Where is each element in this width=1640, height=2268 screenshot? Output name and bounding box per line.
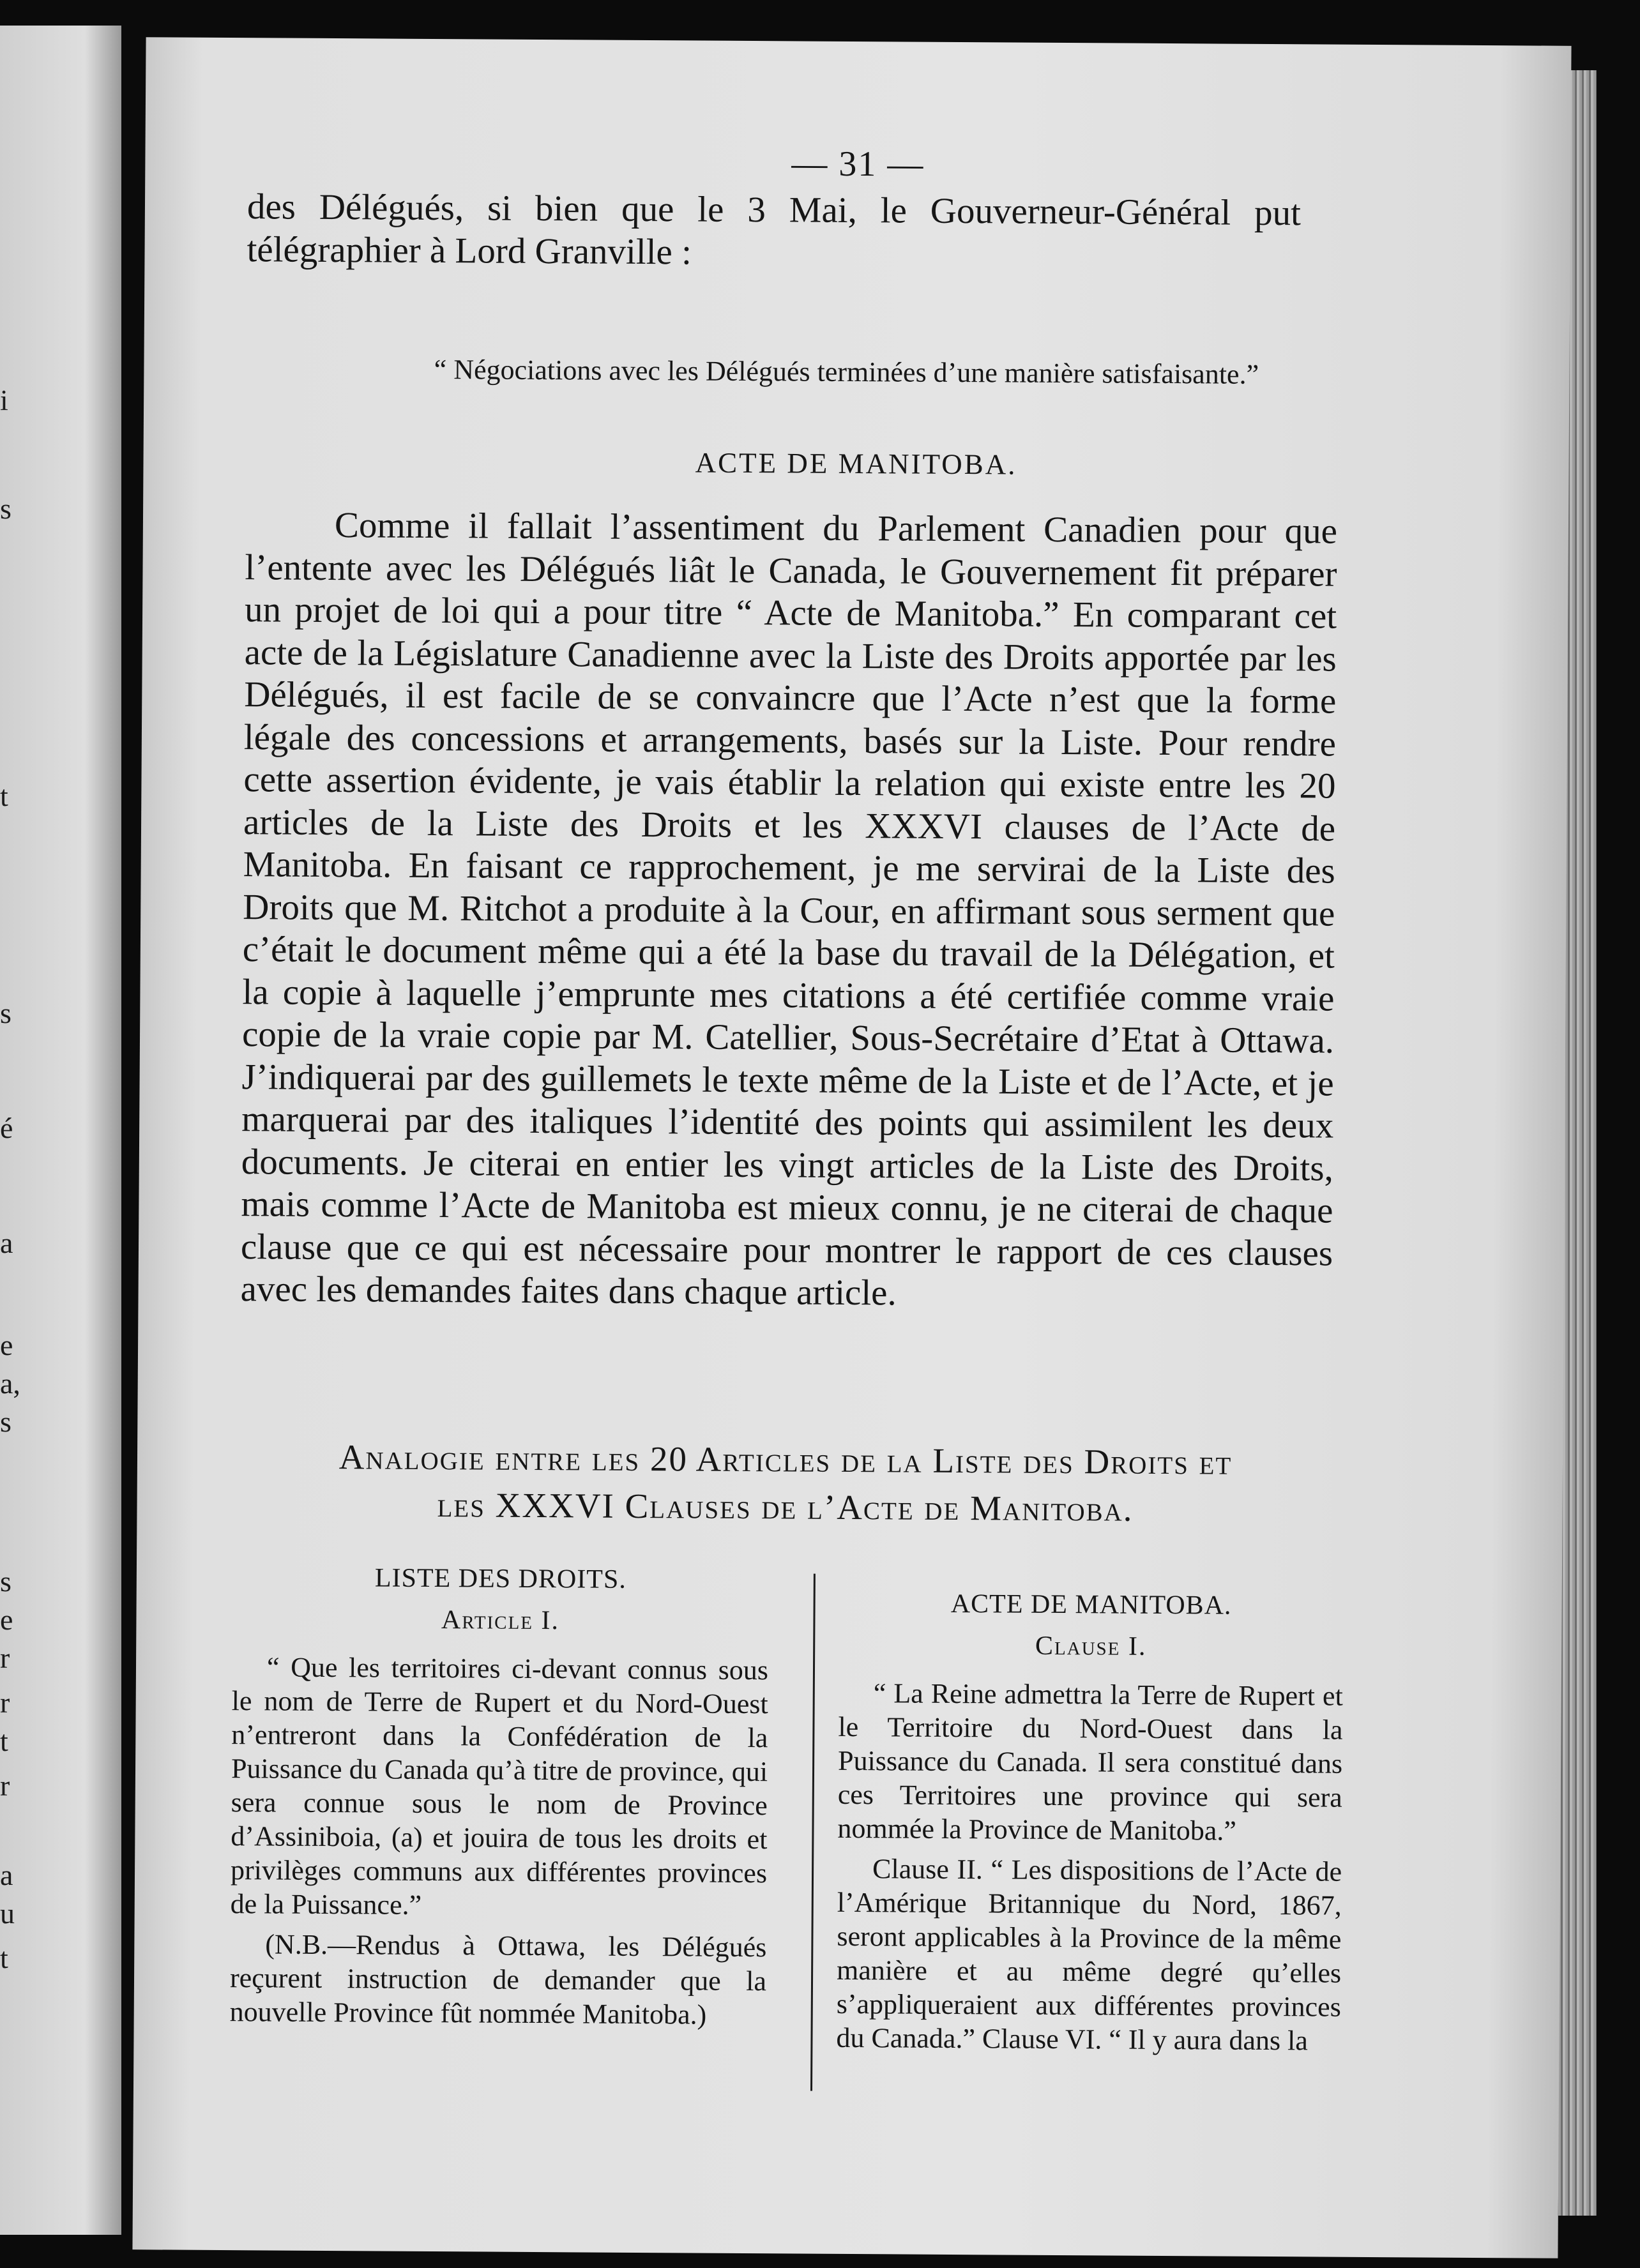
column-divider — [810, 1574, 816, 2091]
right-column-heading: ACTE DE MANITOBA. — [950, 1589, 1232, 1621]
margin-fragment: e — [0, 1329, 13, 1361]
margin-fragment: é — [0, 1112, 13, 1144]
margin-fragment: s — [0, 997, 11, 1029]
margin-fragment: t — [0, 1942, 8, 1974]
analogy-title-line-1: Analogie entre les 20 Articles de la Liste des Droits et — [338, 1437, 1233, 1482]
margin-fragment: r — [0, 1769, 10, 1802]
section-heading: ACTE DE MANITOBA. — [695, 446, 1017, 481]
left-column — [229, 1561, 769, 2038]
telegram-quote: “ Négociations avec les Délégués terminées d’une manière satisfaisante.” — [434, 353, 1259, 390]
clause-1-text: “ La Reine admettra la Terre de Rupert et le Territoire du Nord-Ouest dans la Puissance du Canada. Il sera constitué dans ces Territoires une province qui sera nommée la Province de Manitoba.” — [837, 1677, 1343, 1847]
margin-fragment: i — [0, 384, 8, 416]
main-paragraph: Comme il fallait l’assentiment du Parlement Canadien pour que l’entente avec les Délégués liât le Canada, le Gouvernement fit préparer un projet de loi qui a pour titre “ Acte de Manitoba.” En comparant cet acte de la Législature Canadienne avec la Liste des Droits apportée par les Délégués, il est facile de se convaincre que l’Acte n’est que la forme légale des concessions et arrangements, basés sur la Liste. Pour rendre cette assertion évidente, je vais établir la relation qui existe entre les 20 articles de la Liste des Droits et les XXXVI clauses de l’Acte de Manitoba. En faisant ce rapprochement, je me servirai de la Liste des Droits que M. Ritchot a produite à la Cour, en affirmant sous serment que c’était le document même qui a été la base du travail de la Délégation, et la copie à laquelle j’emprunte mes citations a été certifiée comme vraie copie de la vraie copie par M. Catellier, Sous-Secrétaire d’Etat à Ottawa. J’indiquerai par des guillemets le texte même de la Liste et de l’Acte, et je marquerai par des italiques l’identité des points qui assimilent les deux documents. Je citerai en entier les vingt articles de la Liste des Droits, mais comme l’Acte de Manitoba est mieux connu, je ne citerai de chaque clause que ce qui est nécessaire pour montrer le rapport de ces clauses avec les demandes faites dans chaque article. — [240, 505, 1338, 1313]
margin-fragment: s — [0, 492, 11, 525]
margin-fragment: r — [0, 1686, 10, 1719]
article-1-text: “ Que les territoires ci-devant connus sous le nom de Terre de Rupert et du Nord-Ouest n’entreront dans la Confédération de la Puissance du Canada qu’à titre de province, qui sera connue sous le nom de Province d’Assiniboia, (a) et jouira de tous les droits et privilèges communs aux différentes provinces de la Puissance.” — [230, 1651, 769, 1921]
margin-fragment: t — [0, 780, 8, 812]
book-page — [132, 37, 1571, 2258]
analogy-title — [232, 1433, 1338, 1534]
margin-fragment: a — [0, 1859, 13, 1891]
article-1-note: (N.B.—Rendus à Ottawa, les Délégués reçurent instruction de demander que la nouvelle Province fût nommée Manitoba.) — [229, 1928, 767, 2030]
analogy-title-line-2: les XXXVI Clauses de l’Acte de Manitoba. — [437, 1485, 1134, 1529]
previous-page-edge — [0, 26, 121, 2235]
intro-paragraph: des Délégués, si bien que le 3 Mai, le Gouverneur-Général put télégraphier à Lord Granville : — [247, 186, 1302, 272]
margin-fragment: e — [0, 1603, 13, 1636]
right-column-subheading: Clause I. — [1035, 1631, 1147, 1661]
margin-fragment: r — [0, 1642, 10, 1674]
margin-fragment: t — [0, 1725, 8, 1757]
clause-2-text: Clause II. “ Les dispositions de l’Acte de l’Amérique Britannique du Nord, 1867, seront applicables à la Province de la même manière et au même degré qu’elles s’appliqueraient aux différentes provinces du Canada.” Clause VI. “ Il y aura dans la — [836, 1853, 1342, 2057]
margin-fragment: a, — [0, 1367, 20, 1400]
left-column-subheading: Article I. — [441, 1605, 560, 1636]
page-number: — 31 — — [791, 144, 925, 185]
margin-fragment: a — [0, 1227, 13, 1259]
margin-fragment: u — [0, 1897, 15, 1930]
right-column — [836, 1587, 1344, 2064]
margin-fragment: s — [0, 1565, 11, 1598]
left-column-heading: LISTE DES DROITS. — [374, 1563, 626, 1594]
margin-fragment: s — [0, 1405, 11, 1438]
